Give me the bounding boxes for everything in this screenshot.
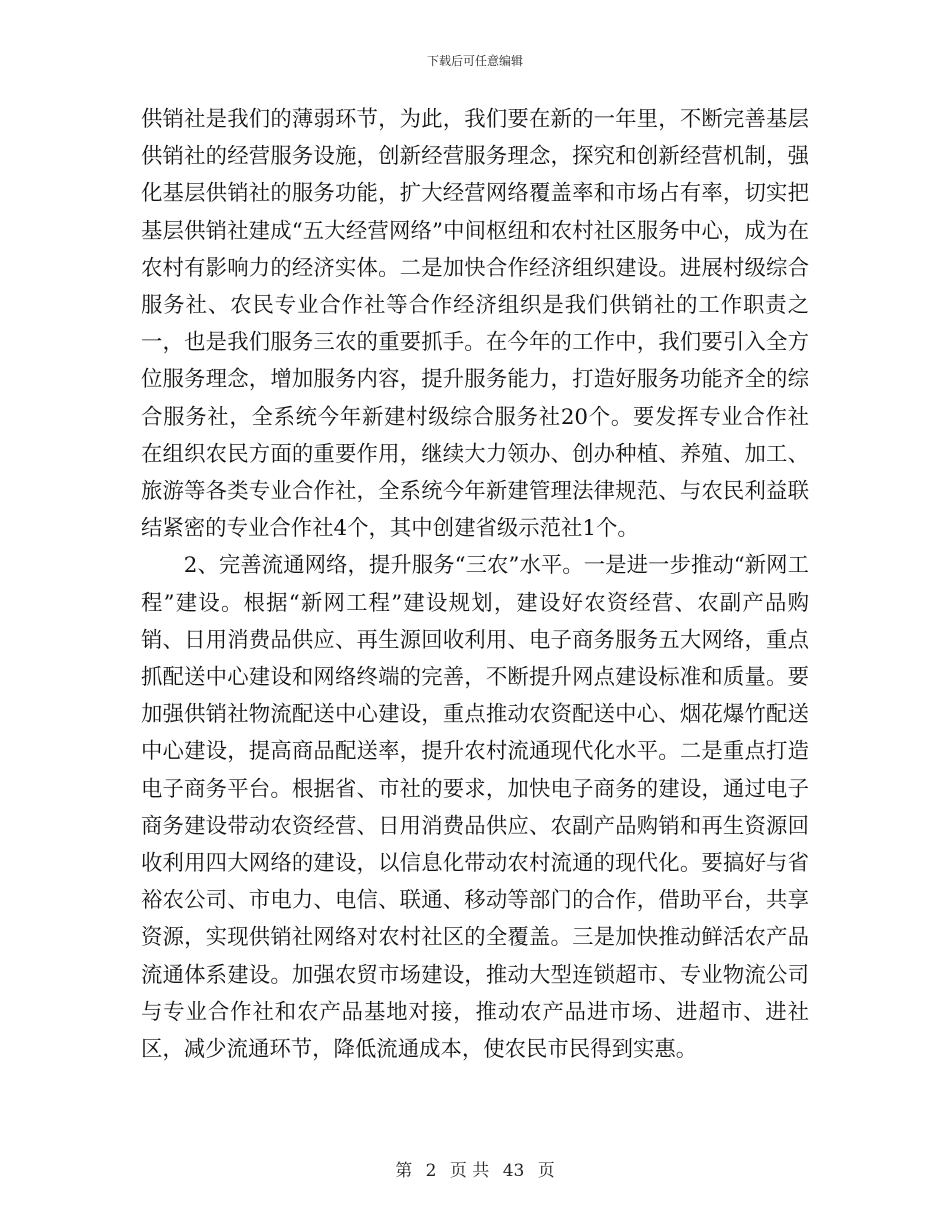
footer-middle: 页 共 bbox=[449, 1161, 490, 1181]
total-pages-number: 43 bbox=[502, 1161, 525, 1181]
page-header bbox=[0, 52, 950, 69]
page-footer bbox=[0, 1156, 950, 1181]
body-paragraph-1: 供销社是我们的薄弱环节，为此，我们要在新的一年里，不断完善基层供销社的经营服务设施，创新经营服务理念，探究和创新经营机制，强化基层供销社的服务功能，扩大经营网络覆盖率和市场占有率，切实把基层供销社建成“五大经营网络”中间枢纽和农村社区服务中心，成为在农村有影响力的经济实体。二是加快合作经济组织建设。进展村级综合服务社、农民专业合作社等合作经济组织是我们供销社的工作职责之一，也是我们服务三农的重要抓手。在今年的工作中，我们要引入全方位服务理念，增加服务内容，提升服务能力，打造好服务功能齐全的综合服务社，全系统今年新建村级综合服务社20个。要发挥专业合作社在组织农民方面的重要作用，继续大力领办、创办种植、养殖、加工、旅游等各类专业合作社，全系统今年新建管理法律规范、与农民利益联结紧密的专业合作社4个，其中创建省级示范社1个。 bbox=[141, 107, 809, 542]
body-paragraph-2: 2、完善流通网络，提升服务“三农”水平。一是进一步推动“新网工程”建设。根据“新网工程”建设规划，建设好农资经营、农副产品购销、日用消费品供应、再生源回收利用、电子商务服务五大网络，重点抓配送中心建设和网络终端的完善，不断提升网点建设标准和质量。要加强供销社物流配送中心建设，重点推动农资配送中心、烟花爆竹配送中心建设，提高商品配送率，提升农村流通现代化水平。二是重点打造电子商务平台。根据省、市社的要求，加快电子商务的建设，通过电子商务建设带动农资经营、日用消费品供应、农副产品购销和再生资源回收利用四大网络的建设，以信息化带动农村流通的现代化。要搞好与省裕农公司、市电力、电信、联通、移动等部门的合作，借助平台，共享资源，实现供销社网络对农村社区的全覆盖。三是加快推动鲜活农产品流通体系建设。加强农贸市场建设，推动大型连锁超市、专业物流公司与专业合作社和农产品基地对接，推动农产品进市场、进超市、进社区，减少流通环节，降低流通成本，使农民市民得到实惠。 bbox=[141, 553, 809, 1063]
current-page-number: 2 bbox=[425, 1161, 437, 1181]
header-text: 下载后可任意编辑 bbox=[426, 54, 523, 68]
footer-suffix: 页 bbox=[537, 1161, 555, 1181]
document-body bbox=[141, 101, 809, 1068]
footer-prefix: 第 bbox=[395, 1161, 413, 1181]
